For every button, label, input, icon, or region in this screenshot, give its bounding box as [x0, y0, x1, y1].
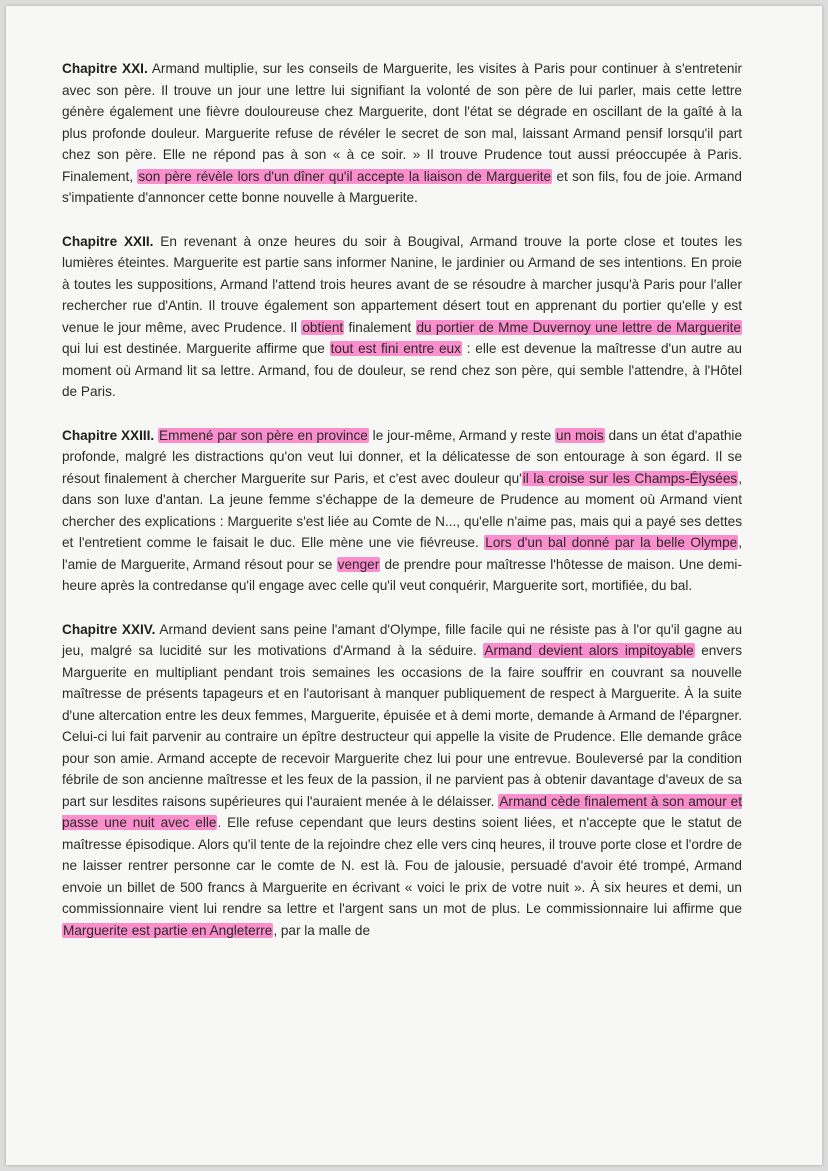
- document-page: [6, 6, 822, 1165]
- chapter-23-text: le jour-même, Armand y reste: [368, 427, 556, 443]
- chapter-23-title: Chapitre XXIII.: [62, 427, 155, 443]
- chapter-23-text: , dans son luxe d'antan. La jeune femme s'échappe de la demeure de Prudence au moment où Armand vient chercher des explications : Marguerite s'est liée au Comte de N..., qu'elle n'aime pas, mais qui a payé ses dettes et l'entretient comme le faisait le duc. Elle mène une vie fiévreuse.: [62, 470, 742, 550]
- highlight: Marguerite est partie en Angleterre: [63, 922, 273, 938]
- highlight: obtient: [302, 319, 344, 335]
- highlight: du portier de Mme Duvernoy une lettre de Marguerite: [416, 319, 741, 335]
- chapter-22-paragraph: [62, 231, 742, 403]
- highlight: un mois: [556, 427, 604, 443]
- chapter-23-text: dans un état d'apathie profonde, malgré les distractions qu'on veut lui donner, et la délicatesse de son entourage à son égard. Il se résout finalement à chercher Marguerite sur Paris, et c'est avec douleur qu': [62, 427, 743, 486]
- chapter-24-paragraph: [62, 619, 742, 942]
- chapter-23-text: de prendre pour maîtresse l'hôtesse de maison. Une demi-heure après la contredanse qu'il engage avec celle qu'il veut conquérir, Marguerite sort, mortifiée, du bal.: [62, 556, 742, 593]
- chapter-21-text: Armand multiplie, sur les conseils de Marguerite, les visites à Paris pour continuer à s'entretenir avec son père. Il trouve un jour une lettre lui signifiant la volonté de son père de lui parler, mais cette lettre génère également une fièvre douloureuse chez Marguerite, dont l'état se dégrade en oscillant de la gaîté à la plus profonde douleur. Marguerite refuse de révéler le secret de son mal, laissant Armand pensif lorsqu'il part chez son père. Elle ne répond pas à son « à ce soir. » Il trouve Prudence tout aussi préoccupée à Paris. Finalement,: [62, 61, 742, 184]
- chapter-21-title: Chapitre XXI.: [62, 61, 148, 76]
- highlight: il la croise sur les Champs-Élysées: [522, 470, 738, 486]
- chapter-21-paragraph: [62, 58, 742, 209]
- highlight: Armand devient alors impitoyable: [484, 643, 694, 658]
- chapter-22-text: finalement: [344, 319, 416, 335]
- chapter-22-text: qui lui est destinée. Marguerite affirme que: [62, 341, 330, 356]
- chapter-24-title: Chapitre XXIV.: [62, 621, 156, 637]
- chapter-21-text: et son fils, fou de joie. Armand s'impatiente d'annoncer cette bonne nouvelle à Marguerite.: [62, 168, 742, 205]
- chapter-24-text: Armand devient sans peine l'amant d'Olympe, fille facile qui ne résiste pas à l'or qu'il gagne au jeu, malgré sa lucidité sur les motivations d'Armand à la séduire.: [62, 621, 743, 658]
- chapter-24-text: , par la malle de: [273, 922, 371, 938]
- highlight: Armand cède finalement à son amour et passe une nuit avec elle: [62, 793, 742, 830]
- highlight: tout est fini entre eux: [330, 341, 461, 356]
- chapter-24-text: . Elle refuse cependant que leurs destins soient liées, et n'accepte que le statut de maîtresse épisodique. Alors qu'il tente de la rejoindre chez elle vers cinq heures, il trouve porte close et l'ordre de ne laisser rentrer personne car le comte de N. est là. Fou de jalousie, persuadé d'avoir été trompé, Armand envoie un billet de 500 francs à Marguerite en écrivant « voici le prix de votre nuit ». À six heures et demi, un commissionnaire vient lui rendre sa lettre et l'argent sans un mot de plus. Le commissionnaire lui affirme que: [62, 815, 742, 916]
- chapter-22-title: Chapitre XXII.: [62, 233, 154, 249]
- chapter-23-text: , l'amie de Marguerite, Armand résout pour se: [62, 535, 743, 572]
- chapter-24-text: envers Marguerite en multipliant pendant trois semaines les occasions de la faire souffrir en couvrant sa nouvelle maîtresse de présents tapageurs et en l'autorisant à manquer publiquement de respect à Marguerite. À la suite d'une altercation entre les deux femmes, Marguerite, épuisée et à demi morte, demande à Armand de l'épargner. Celui-ci lui fait parvenir au contraire un épître destructeur qui appelle la visite de Prudence. Elle demande grâce pour son amie. Armand accepte de recevoir Marguerite chez lui pour une entrevue. Bouleversé par la condition fébrile de son ancienne maîtresse et les feux de la passion, il ne parvient pas à obtenir davantage d'aveux de sa part sur lesdites raisons supérieures qui l'auraient menée à le délaisser.: [62, 643, 742, 809]
- highlight: Emmené par son père en province: [159, 427, 368, 443]
- highlight: Lors d'un bal donné par la belle Olympe: [485, 535, 738, 550]
- chapter-22-text: En revenant à onze heures du soir à Bougival, Armand trouve la porte close et toutes les lumières éteintes. Marguerite est partie sans informer Nanine, le jardinier ou Armand de ses intentions. En proie à toutes les suppositions, Armand l'attend trois heures avant de se résoudre à marcher jusqu'à Paris pour l'aller rechercher rue d'Antin. Il trouve également son appartement désert tout en apprenant du portier qu'elle y est venue le jour même, avec Prudence. Il: [62, 233, 742, 335]
- highlight: venger: [337, 556, 380, 572]
- chapter-22-text: : elle est devenue la maîtresse d'un autre au moment où Armand lit sa lettre. Armand, fou de douleur, se rend chez son père, qui semble l'attendre, à l'Hôtel de Paris.: [62, 341, 742, 399]
- highlight: son père révèle lors d'un dîner qu'il accepte la liaison de Marguerite: [138, 168, 552, 184]
- chapter-23-paragraph: [62, 425, 742, 597]
- document-text: [62, 58, 742, 963]
